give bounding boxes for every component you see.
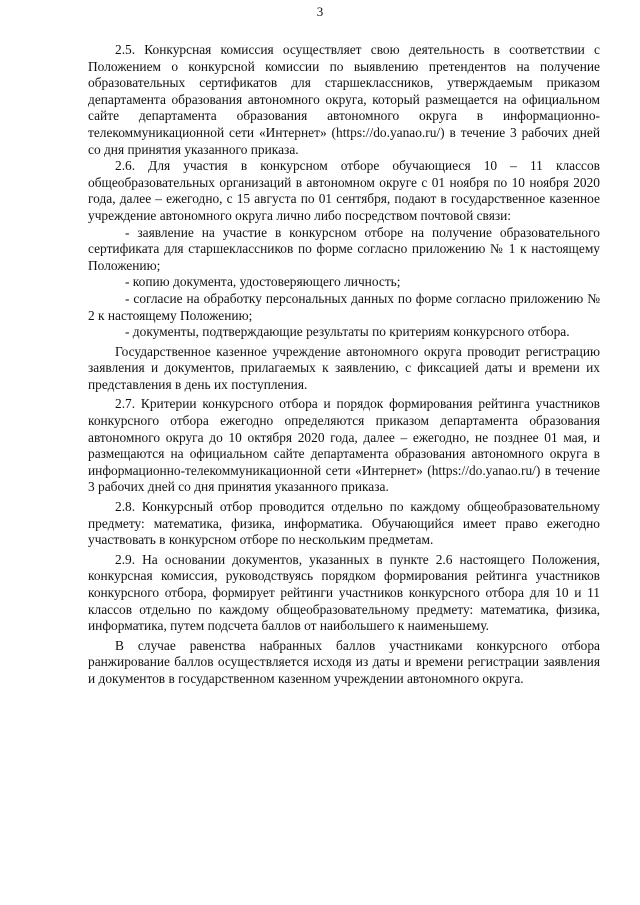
paragraph-2-6: 2.6. Для участия в конкурсном отборе обучающиеся 10 – 11 классов общеобразовательных организаций в автономном округе с 01 ноября по 10 ноября 2020 года, далее – ежегодно, с 15 августа по 01 сентября, подают в государственное казенное учреждение автономного округа лично либо посредством почтовой связи: [88, 158, 600, 223]
list-item: - заявление на участие в конкурсном отборе на получение образовательного сертификата для старшеклассников по форме согласно приложению № 1 к настоящему Положению; [88, 224, 600, 273]
list-item: - копию документа, удостоверяющего личность; [125, 274, 401, 290]
document-body [88, 42, 600, 688]
list-item: - документы, подтверждающие результаты по критериям конкурсного отбора. [125, 324, 570, 340]
paragraph-registration: Государственное казенное учреждение автономного округа проводит регистрацию заявления и документов, прилагаемых к заявлению, с фиксацией даты и времени их представления в день их поступления. [88, 343, 600, 392]
paragraph-2-7: 2.7. Критерии конкурсного отбора и порядок формирования рейтинга участников конкурсного отбора ежегодно определяются приказом департамента образования автономного округа до 10 октября 2020 года, далее – ежегодно, не позднее 01 мая, и размещаются на официальном сайте департамента образования автономного округа в информационно-телекоммуникационной сети «Интернет» (https://do.yanao.ru/) в течение 3 рабочих дней со дня принятия указанного приказа. [88, 396, 600, 495]
list-item: - согласие на обработку персональных данных по форме согласно приложению № 2 к настоящему Положению; [88, 290, 600, 323]
paragraph-tie-break: В случае равенства набранных баллов участниками конкурсного отбора ранжирование баллов осуществляется исходя из даты и времени регистрации заявления и документов в государственном казенном учреждении автономного округа. [88, 637, 600, 686]
page-number: 3 [316, 4, 324, 19]
paragraph-2-9: 2.9. На основании документов, указанных в пункте 2.6 настоящего Положения, конкурсная комиссия, руководствуясь порядком формирования рейтинга участников конкурсного отбора, формирует рейтинги участников конкурсного отбора для 10 и 11 классов отдельно по каждому общеобразовательному предмету: математика, физика, информатика, путем подсчета баллов от наибольшего к наименьшему. [88, 551, 600, 634]
paragraph-2-8: 2.8. Конкурсный отбор проводится отдельно по каждому общеобразовательному предмету: математика, физика, информатика. Обучающийся имеет право ежегодно участвовать в конкурсном отборе по нескольким предметам. [88, 499, 600, 548]
document-list [88, 225, 600, 341]
paragraph-2-5: 2.5. Конкурсная комиссия осуществляет свою деятельность в соответствии с Положением о конкурсной комиссии по выявлению претендентов на получение образовательных сертификатов для старшеклассников, утверждаемым приказом департамента образования автономного округа, который размещается на официальном сайте департамента образования автономного округа в информационно-телекоммуникационной сети «Интернет» (https://do.yanao.ru/) в течение 3 рабочих дней со дня принятия указанного приказа. [88, 42, 600, 157]
